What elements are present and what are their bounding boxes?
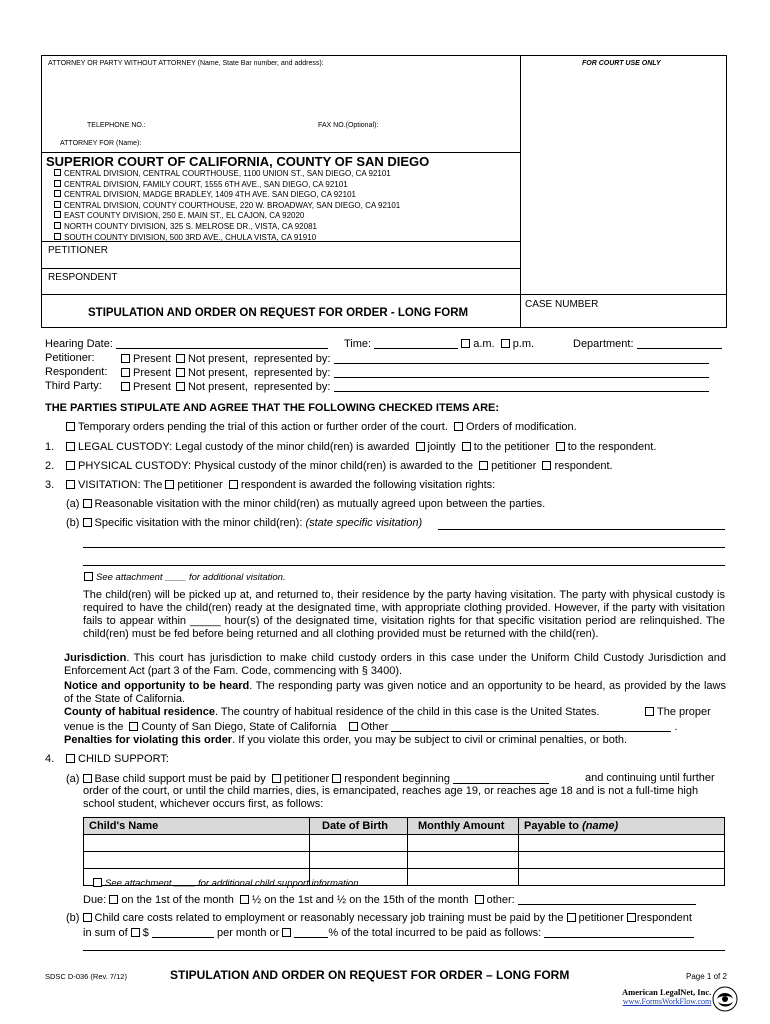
court-name: SUPERIOR COURT OF CALIFORNIA, COUNTY OF SAN DIEGO: [46, 154, 430, 169]
see-attachment-visitation: See attachment ____ for additional visitation.: [84, 572, 286, 583]
attorney-box[interactable]: [41, 55, 521, 153]
division-item[interactable]: CENTRAL DIVISION, MADGE BRADLEY, 1409 4TH AVE. SAN DIEGO, CA 92101: [54, 190, 400, 201]
beginning-date-field[interactable]: [453, 772, 549, 784]
jurisdiction-paragraph: Jurisdiction. This court has jurisdiction to make child custody orders in this case under the Uniform Child Custody Jurisdiction and Enforcement Act (part 3 of the Fam. Code, commencing with § 3400).: [64, 652, 726, 677]
due-row: Due: on the 1st of the month ½ on the 1st and ½ on the 15th of the month other:: [83, 893, 696, 907]
page-number: Page 1 of 2: [686, 972, 727, 981]
brand-logo-icon: [712, 986, 738, 1017]
checkbox[interactable]: [54, 233, 61, 240]
checkbox[interactable]: [54, 222, 61, 229]
represented-field[interactable]: [334, 380, 709, 392]
percent-field[interactable]: [294, 926, 328, 938]
party-row: Respondent:: [45, 366, 108, 378]
col-payable: Payable to (name): [519, 818, 725, 835]
party-row: Third Party:: [45, 380, 102, 392]
base-support-row: (a) Base child support must be paid by petitioner respondent beginning: [66, 772, 549, 786]
to-petitioner-checkbox[interactable]: [462, 442, 471, 451]
respondent-label: RESPONDENT: [48, 272, 118, 283]
checkbox[interactable]: [54, 201, 61, 208]
child-care-row: (b) Child care costs related to employment or reasonably necessary job training must be paid by the petitioner respondent: [66, 912, 692, 924]
checkbox[interactable]: [54, 211, 61, 218]
see-attachment-support: See attachment ____ for additional child support information.: [93, 878, 361, 889]
venue-row: venue is the County of San Diego, State of California Other .: [64, 721, 678, 733]
not-present-checkbox[interactable]: [176, 382, 185, 391]
brand-name: American LegalNet, Inc.: [622, 987, 712, 997]
hearing-date-field[interactable]: [116, 337, 328, 349]
present-checkbox[interactable]: [121, 368, 130, 377]
child-support: CHILD SUPPORT:: [66, 753, 169, 766]
represented-field[interactable]: [334, 366, 709, 378]
court-use-label: FOR COURT USE ONLY: [582, 60, 661, 67]
hearing-time: Time: a.m. p.m.: [344, 338, 535, 350]
modification-checkbox[interactable]: [454, 422, 463, 431]
am-checkbox[interactable]: [461, 339, 470, 348]
percent-checkbox[interactable]: [282, 928, 291, 937]
paid-as-follows-field[interactable]: [544, 926, 694, 938]
visitation-field[interactable]: [83, 547, 725, 548]
child-care-field[interactable]: [83, 950, 725, 951]
checkbox[interactable]: [54, 169, 61, 176]
physical-custody-checkbox[interactable]: [66, 461, 75, 470]
temp-orders-checkbox[interactable]: [66, 422, 75, 431]
physical-custody: PHYSICAL CUSTODY: Physical custody of the minor child(ren) is awarded to the petitioner respondent.: [66, 460, 613, 473]
petitioner-checkbox[interactable]: [567, 913, 576, 922]
specific-visitation-checkbox[interactable]: [83, 518, 92, 527]
visitation-field[interactable]: [83, 565, 725, 566]
department-field[interactable]: [637, 337, 722, 349]
support-line3: school student, whichever occurs first, as follows:: [83, 798, 324, 810]
other-venue-field[interactable]: [391, 720, 671, 732]
table-header-row: [84, 818, 725, 835]
base-support-checkbox[interactable]: [83, 774, 92, 783]
col-dob: Date of Birth: [310, 818, 408, 835]
item-number: 2.: [45, 460, 55, 472]
division-item[interactable]: EAST COUNTY DIVISION, 250 E. MAIN ST., EL CAJON, CA 92020: [54, 211, 400, 222]
division-item[interactable]: CENTRAL DIVISION, FAMILY COURT, 1555 6TH AVE., SAN DIEGO, CA 92101: [54, 180, 400, 191]
respondent-checkbox[interactable]: [542, 461, 551, 470]
brand-block: [622, 987, 711, 1006]
footer-title: STIPULATION AND ORDER ON REQUEST FOR ORDER – LONG FORM: [170, 968, 570, 982]
petitioner-checkbox[interactable]: [272, 774, 281, 783]
visitation-a: (a) Reasonable visitation with the minor child(ren) as mutually agreed upon between the parties.: [66, 498, 546, 510]
continuing-text: and continuing until further: [585, 772, 715, 784]
court-use-box: [520, 55, 727, 295]
child-care-checkbox[interactable]: [83, 913, 92, 922]
table-row[interactable]: [84, 835, 725, 852]
department: Department:: [573, 337, 722, 351]
party-row: Petitioner:: [45, 352, 95, 364]
party-options: Present Not present, represented by:: [121, 352, 709, 366]
sum-checkbox[interactable]: [131, 928, 140, 937]
penalties-paragraph: Penalties for violating this order. If you violate this order, you may be subject to civil or criminal penalties, or both.: [64, 734, 628, 746]
attorney-label: ATTORNEY OR PARTY WITHOUT ATTORNEY (Name, State Bar number, and address):: [48, 60, 324, 67]
present-checkbox[interactable]: [121, 382, 130, 391]
due-1st-checkbox[interactable]: [109, 895, 118, 904]
pickup-paragraph: The child(ren) will be picked up at, and returned to, their residence by the party having visitation. The party with physical custody is required to have the child(ren) ready at the designated time, with appropriate clothing provided. However, if the party with visitation fails to appear within _____ hour(s) of the designated time, visitation rights for that specific visitation period are relinquished. The child(ren) must be fed before being returned and all clothing provided must be returned with the child(ren).: [83, 589, 725, 640]
form-number: SDSC D-036 (Rev. 7/12): [45, 972, 127, 981]
division-item[interactable]: CENTRAL DIVISION, COUNTY COURTHOUSE, 220 W. BROADWAY, SAN DIEGO, CA 92101: [54, 201, 400, 212]
col-child-name: Child's Name: [84, 818, 310, 835]
proper-venue-checkbox[interactable]: [645, 707, 654, 716]
sum-row: in sum of $ per month or % of the total incurred to be paid as follows:: [83, 926, 694, 940]
due-other-field[interactable]: [518, 893, 696, 905]
reasonable-visitation-checkbox[interactable]: [83, 499, 92, 508]
party-options: Present Not present, represented by:: [121, 366, 709, 380]
visitation-field[interactable]: [438, 529, 725, 530]
proper-venue: The proper: [645, 706, 711, 719]
attorney-for-label: ATTORNEY FOR (Name):: [60, 140, 142, 147]
notice-paragraph: Notice and opportunity to be heard. The responding party was given notice and an opportunity to be heard, as provided by the laws of the State of California.: [64, 680, 726, 705]
support-line2: order of the court, or until the child marries, dies, is emancipated, reaches age 19, or reaches age 18 and is not a full-time high: [83, 785, 699, 797]
table-row[interactable]: [84, 852, 725, 869]
county-sd-checkbox[interactable]: [129, 722, 138, 731]
division-item[interactable]: NORTH COUNTY DIVISION, 325 S. MELROSE DR., VISTA, CA 92081: [54, 222, 400, 233]
represented-field[interactable]: [334, 352, 709, 364]
hearing-date-label: Hearing Date:: [45, 338, 113, 350]
visitation-b: (b) Specific visitation with the minor child(ren): (state specific visitation): [66, 517, 423, 529]
visitation: VISITATION: The petitioner respondent is awarded the following visitation rights:: [66, 479, 495, 492]
due-split-checkbox[interactable]: [240, 895, 249, 904]
legal-custody-checkbox[interactable]: [66, 442, 75, 451]
col-monthly: Monthly Amount: [408, 818, 519, 835]
petitioner-checkbox[interactable]: [165, 480, 174, 489]
division-item[interactable]: SOUTH COUNTY DIVISION, 500 3RD AVE., CHULA VISTA, CA 91910: [54, 233, 400, 244]
form-title: STIPULATION AND ORDER ON REQUEST FOR ORDER - LONG FORM: [88, 307, 469, 319]
to-respondent-checkbox[interactable]: [556, 442, 565, 451]
checkbox[interactable]: [54, 180, 61, 187]
child-support-table: [83, 817, 725, 886]
hearing-time-field[interactable]: [374, 337, 458, 349]
brand-url[interactable]: www.FormsWorkFlow.com: [622, 997, 712, 1006]
present-checkbox[interactable]: [121, 354, 130, 363]
item-number: 3.: [45, 479, 55, 491]
respondent-checkbox[interactable]: [229, 480, 238, 489]
telephone-label: TELEPHONE NO.:: [87, 122, 146, 129]
temp-orders: Temporary orders pending the trial of this action or further order of the court. Orders of modification.: [66, 421, 577, 434]
not-present-checkbox[interactable]: [176, 354, 185, 363]
petitioner-label: PETITIONER: [48, 245, 109, 256]
checkbox[interactable]: [54, 190, 61, 197]
child-support-checkbox[interactable]: [66, 754, 75, 763]
attachment-checkbox[interactable]: [93, 878, 102, 887]
legal-custody: LEGAL CUSTODY: Legal custody of the minor child(ren) is awarded jointly to the petitioner to the respondent.: [66, 441, 656, 454]
attachment-checkbox[interactable]: [84, 572, 93, 581]
case-number-label: CASE NUMBER: [525, 299, 599, 310]
due-other-checkbox[interactable]: [475, 895, 484, 904]
fax-label: FAX NO.(Optional):: [318, 122, 379, 129]
pm-checkbox[interactable]: [501, 339, 510, 348]
respondent-checkbox[interactable]: [627, 913, 636, 922]
county-paragraph: County of habitual residence. The country of habitual residence of the child in this case is the United States.: [64, 706, 600, 718]
division-list: [54, 169, 400, 243]
not-present-checkbox[interactable]: [176, 368, 185, 377]
item-number: 4.: [45, 753, 55, 765]
per-month-field[interactable]: [152, 926, 214, 938]
respondent-checkbox[interactable]: [332, 774, 341, 783]
division-item[interactable]: CENTRAL DIVISION, CENTRAL COURTHOUSE, 1100 UNION ST., SAN DIEGO, CA 92101: [54, 169, 400, 180]
stip-heading: THE PARTIES STIPULATE AND AGREE THAT THE FOLLOWING CHECKED ITEMS ARE:: [45, 402, 500, 414]
visitation-checkbox[interactable]: [66, 480, 75, 489]
other-venue-checkbox[interactable]: [349, 722, 358, 731]
party-options: Present Not present, represented by:: [121, 380, 709, 394]
petitioner-checkbox[interactable]: [479, 461, 488, 470]
item-number: 1.: [45, 441, 55, 453]
jointly-checkbox[interactable]: [416, 442, 425, 451]
